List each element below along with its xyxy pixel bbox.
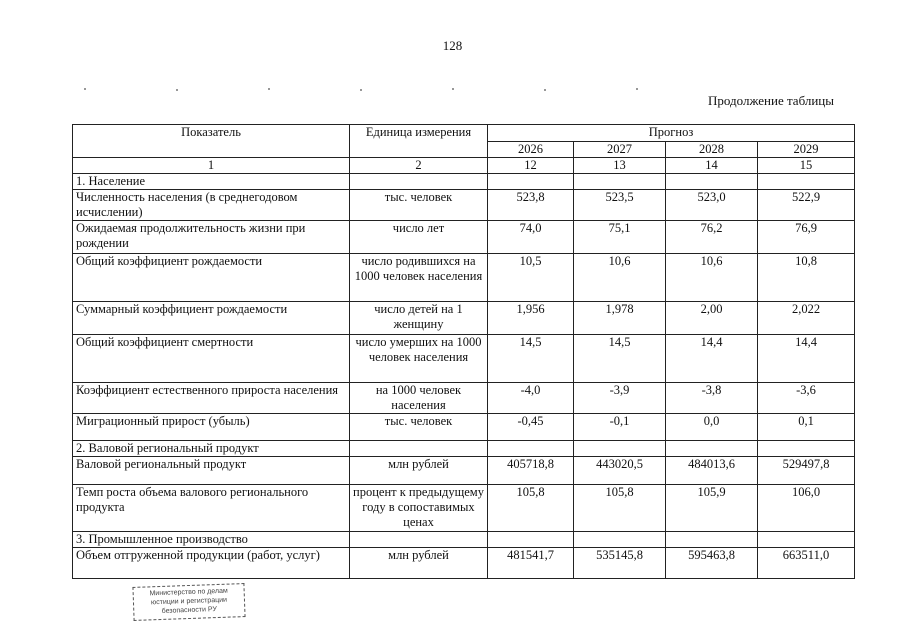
- value-cell: 106,0: [758, 485, 855, 532]
- table-row: [73, 190, 855, 221]
- page-number: 128: [442, 38, 463, 53]
- column-number: 1: [73, 158, 350, 174]
- column-number: 13: [574, 158, 666, 174]
- indicator-name: Объем отгруженной продукции (работ, услуг): [73, 548, 350, 579]
- value-cell: 75,1: [574, 221, 666, 254]
- table-row: [73, 457, 855, 485]
- unit-cell: число лет: [350, 221, 488, 254]
- table-row: [73, 221, 855, 254]
- value-cell: 405718,8: [488, 457, 574, 485]
- column-number: 2: [350, 158, 488, 174]
- value-cell: 76,9: [758, 221, 855, 254]
- unit-cell: число родившихся на 1000 человек населения: [350, 254, 488, 302]
- unit-cell: процент к предыдущему году в сопоставимых ценах: [350, 485, 488, 532]
- indicator-name: Ожидаемая продолжительность жизни при рождении: [73, 221, 350, 254]
- value-cell: 10,8: [758, 254, 855, 302]
- registration-stamp: [132, 583, 245, 621]
- table-row: [73, 254, 855, 302]
- indicator-name: Численность населения (в среднегодовом исчислении): [73, 190, 350, 221]
- indicator-name: Общий коэффициент смертности: [73, 335, 350, 383]
- value-cell: 0,1: [758, 414, 855, 441]
- value-cell: -0,45: [488, 414, 574, 441]
- header-unit: Единица измерения: [350, 125, 488, 158]
- unit-cell: число детей на 1 женщину: [350, 302, 488, 335]
- value-cell: 105,8: [488, 485, 574, 532]
- value-cell: 595463,8: [666, 548, 758, 579]
- stamp-line: безопасности РУ: [161, 606, 217, 615]
- value-cell: -3,6: [758, 383, 855, 414]
- value-cell: 523,0: [666, 190, 758, 221]
- table-row: [73, 548, 855, 579]
- table-row: [73, 302, 855, 335]
- value-cell: 443020,5: [574, 457, 666, 485]
- value-cell: 2,022: [758, 302, 855, 335]
- unit-cell: тыс. человек: [350, 414, 488, 441]
- unit-cell: млн рублей: [350, 457, 488, 485]
- section-row: [73, 532, 855, 548]
- value-cell: 523,5: [574, 190, 666, 221]
- value-cell: 535145,8: [574, 548, 666, 579]
- value-cell: 663511,0: [758, 548, 855, 579]
- table-row: [73, 335, 855, 383]
- value-cell: 74,0: [488, 221, 574, 254]
- value-cell: 14,4: [758, 335, 855, 383]
- value-cell: -3,9: [574, 383, 666, 414]
- forecast-table: [72, 124, 855, 579]
- table-row: [73, 485, 855, 532]
- value-cell: 14,5: [488, 335, 574, 383]
- indicator-name: Суммарный коэффициент рождаемости: [73, 302, 350, 335]
- column-number: 14: [666, 158, 758, 174]
- value-cell: 484013,6: [666, 457, 758, 485]
- value-cell: -0,1: [574, 414, 666, 441]
- value-cell: 14,5: [574, 335, 666, 383]
- header-forecast: Прогноз: [488, 125, 855, 142]
- indicator-name: Валовой региональный продукт: [73, 457, 350, 485]
- value-cell: 76,2: [666, 221, 758, 254]
- value-cell: 105,9: [666, 485, 758, 532]
- value-cell: 523,8: [488, 190, 574, 221]
- table-row: [73, 383, 855, 414]
- value-cell: 481541,7: [488, 548, 574, 579]
- unit-cell: тыс. человек: [350, 190, 488, 221]
- unit-cell: млн рублей: [350, 548, 488, 579]
- section-row: [73, 441, 855, 457]
- stamp-line: Министерство по делам: [149, 587, 228, 598]
- header-indicator: Показатель: [73, 125, 350, 158]
- value-cell: 10,6: [666, 254, 758, 302]
- header-year: 2029: [758, 141, 855, 158]
- value-cell: 1,978: [574, 302, 666, 335]
- section-title: 1. Население: [73, 174, 350, 190]
- value-cell: 14,4: [666, 335, 758, 383]
- value-cell: 10,6: [574, 254, 666, 302]
- stamp-line: юстиции и регистрации: [150, 596, 228, 607]
- header-year: 2026: [488, 141, 574, 158]
- indicator-name: Темп роста объема валового регионального продукта: [73, 485, 350, 532]
- table-row: [73, 414, 855, 441]
- section-row: [73, 174, 855, 190]
- indicator-name: Коэффициент естественного прироста населения: [73, 383, 350, 414]
- value-cell: 0,0: [666, 414, 758, 441]
- value-cell: 1,956: [488, 302, 574, 335]
- unit-cell: на 1000 человек населения: [350, 383, 488, 414]
- value-cell: 522,9: [758, 190, 855, 221]
- value-cell: 105,8: [574, 485, 666, 532]
- value-cell: -3,8: [666, 383, 758, 414]
- section-title: 2. Валовой региональный продукт: [73, 441, 350, 457]
- value-cell: -4,0: [488, 383, 574, 414]
- header-year: 2027: [574, 141, 666, 158]
- section-title: 3. Промышленное производство: [73, 532, 350, 548]
- header-year: 2028: [666, 141, 758, 158]
- unit-cell: число умерших на 1000 человек населения: [350, 335, 488, 383]
- column-number: 12: [488, 158, 574, 174]
- scan-specks: [80, 86, 850, 92]
- indicator-name: Миграционный прирост (убыль): [73, 414, 350, 441]
- indicator-name: Общий коэффициент рождаемости: [73, 254, 350, 302]
- value-cell: 529497,8: [758, 457, 855, 485]
- continuation-label: Продолжение таблицы: [708, 93, 834, 108]
- column-number: 15: [758, 158, 855, 174]
- value-cell: 2,00: [666, 302, 758, 335]
- value-cell: 10,5: [488, 254, 574, 302]
